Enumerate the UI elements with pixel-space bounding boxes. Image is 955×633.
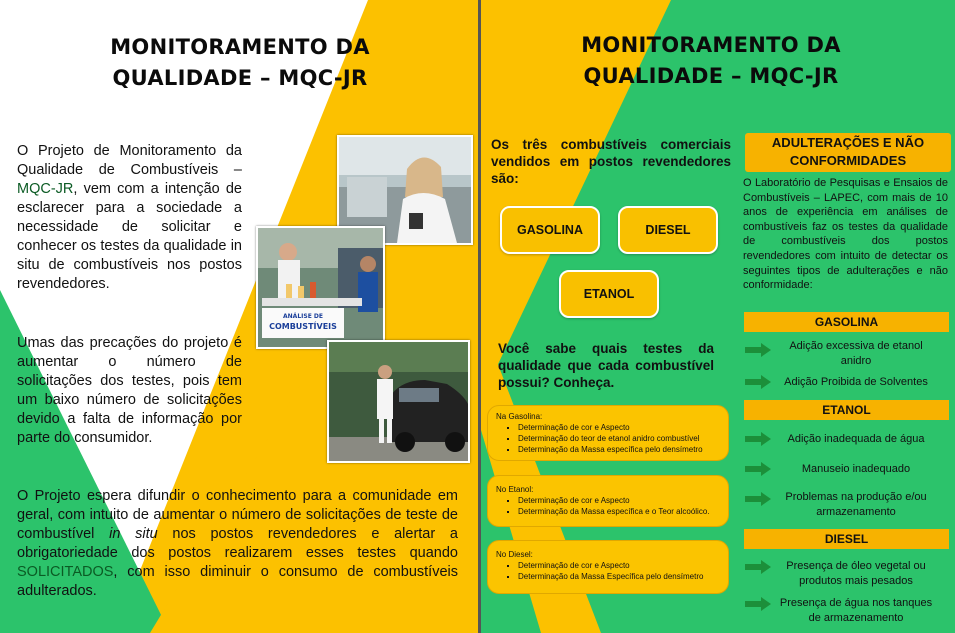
card-etanol-tests: [487, 475, 729, 527]
card-diesel-heading: No Diesel:: [496, 550, 533, 559]
right-panel: [481, 0, 955, 633]
adulterations-title: ADULTERAÇÕES E NÃO CONFORMIDADES: [745, 133, 951, 172]
card-etanol-heading: No Etanol:: [496, 485, 534, 494]
eta-item-water: Adição inadequada de água: [787, 433, 925, 445]
eta-item-production: Problemas na produção e/ou armazenamento: [785, 491, 927, 518]
gas-item-ethanol-excess: Adição excessiva de etanol anidro: [789, 340, 923, 367]
right-title: [541, 30, 881, 92]
quality-question: Você sabe quais testes da qualidade que cada combustível possui? Conheça.: [498, 341, 714, 390]
fuel-gasolina-pill: GASOLINA: [500, 206, 600, 254]
photo-3-image: [329, 342, 468, 461]
list-item: ▪ Determinação da Massa específica e o Teor alcoólico.: [518, 506, 720, 517]
intro-paragraph: O Projeto de Monitoramento da Qualidade de Combustíveis – MQC-JR, vem com a intenção de esclarecer para a sociedade a necessidade de solicitar e conhecer os testes da qualidade in situ de combustíveis nos postos revendedores.: [17, 143, 242, 292]
list-item: ▪ Determinação da Massa específica pelo densímetro: [518, 444, 720, 455]
right-title-line2: QUALIDADE – MQC-JR: [583, 64, 839, 88]
arrow-right-icon: [745, 462, 771, 476]
card-diesel-tests: [487, 540, 729, 594]
arrow-right-icon: [745, 492, 771, 506]
card-gasolina-tests: [487, 405, 729, 461]
precautions-paragraph: Umas das precações do projeto é aumentar o número de solicitações dos testes, pois tem um baixo número de solicitações devido a falta de informação por parte do consumidor.: [17, 335, 242, 446]
card-etanol-list: [496, 495, 720, 517]
list-item: ▪ Determinação do teor de etanol anidro combustível: [518, 433, 720, 444]
card-gasolina-list: [496, 422, 720, 455]
arrow-right-icon: [745, 432, 771, 446]
left-title-line1: MONITORAMENTO DA: [110, 35, 370, 59]
card-diesel-list: [496, 560, 720, 582]
section-etanol: ETANOL: [744, 400, 949, 420]
gas-item-solvents: Adição Proibida de Solventes: [784, 376, 928, 388]
section-gasolina: GASOLINA: [744, 312, 949, 332]
list-item: ▪ Determinação de cor e Aspecto: [518, 422, 720, 433]
left-title-line2: QUALIDADE – MQC-JR: [112, 66, 368, 90]
eta-item-handling: Manuseio inadequado: [801, 463, 911, 475]
photo-car-inspection: [327, 340, 470, 463]
list-item: ▪ Determinação da Massa Específica pelo densímetro: [518, 571, 720, 582]
arrow-right-icon: [745, 560, 771, 574]
analysis-banner: ANÁLISE DE COMBUSTÍVEIS: [269, 313, 337, 331]
fuels-intro: Os três combustíveis comerciais vendidos em postos revendedores são:: [491, 137, 731, 186]
list-item: ▪ Determinação de cor e Aspecto: [518, 495, 720, 506]
arrow-right-icon: [745, 375, 771, 389]
card-gasolina-heading: Na Gasolina:: [496, 412, 543, 421]
section-diesel: DIESEL: [744, 529, 949, 549]
arrow-right-icon: [745, 343, 771, 357]
fuel-etanol-pill: ETANOL: [559, 270, 659, 318]
arrow-right-icon: [745, 597, 771, 611]
closing-paragraph: O Projeto espera difundir o conhecimento para a comunidade em geral, com intuito de aumentar o número de solicitações de teste de combustível in situ nos postos revendedores e alertar a obrigatoriedade dos postos realizarem esses testes quando SOLICITADOS, com isso diminuir o consumo de combustíveis adulterados.: [17, 488, 458, 599]
die-item-water-tanks: Presença de água nos tanques de armazenamento: [779, 597, 933, 624]
right-title-line1: MONITORAMENTO DA: [581, 33, 841, 57]
photo-fuel-analysis-stand: [256, 226, 385, 349]
solicitados-highlight: SOLICITADOS: [17, 564, 114, 580]
lab-description: O Laboratório de Pesquisas e Ensaios de Combustíveis – LAPEC, com mais de 10 anos de experiência em análises de combustíveis faz os testes da qualidade de combustíveis dos postos revendedores com intuito de detectar os seguintes tipos de adulterações e não conformidade:: [743, 177, 948, 292]
fuel-diesel-pill: DIESEL: [618, 206, 718, 254]
die-item-vegetable-oil: Presença de óleo vegetal ou produtos mais pesados: [786, 560, 926, 587]
list-item: ▪ Determinação de cor e Aspecto: [518, 560, 720, 571]
left-title: [60, 32, 420, 94]
mqc-jr-acronym: MQC-JR: [17, 181, 74, 197]
